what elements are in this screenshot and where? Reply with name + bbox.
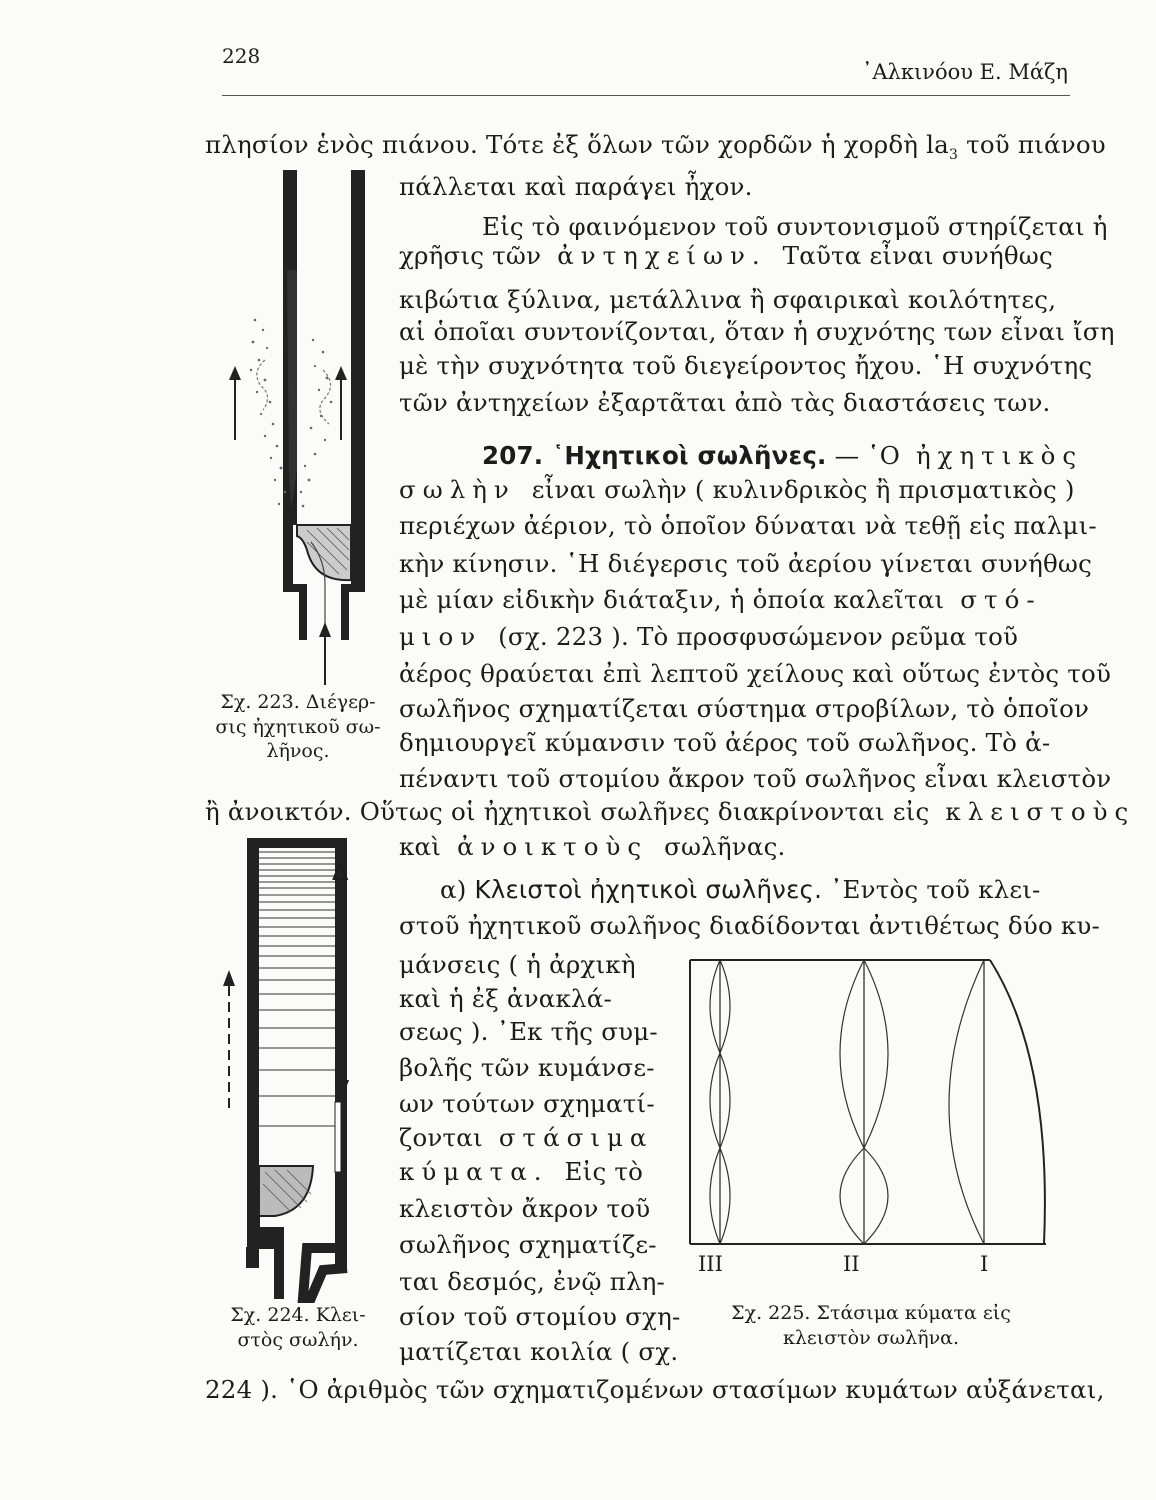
- text-line: σεως ). ᾿Εκ τῆς συμ-: [399, 1017, 658, 1046]
- text-line: σωλῆνος σχηματίζεται σύστημα στροβίλων, τὸ ὁποῖον: [399, 694, 1090, 723]
- figure-225-label-i: I: [980, 1252, 989, 1276]
- figure-224-label-delta: Δ: [332, 858, 349, 886]
- text-line: μιον (σχ. 223 ). Τὸ προσφυσώμενον ρεῦμα τοῦ: [399, 622, 1019, 651]
- figure-225-caption: Σχ. 225. Στάσιμα κύματα εἰς κλειστὸν σωλῆνα.: [731, 1302, 1011, 1349]
- text-line: μάνσεις ( ἡ ἀρχικὴ: [399, 950, 636, 979]
- text-line: μὲ μίαν εἰδικὴν διάταξιν, ἡ ὁποία καλεῖται στό-: [399, 585, 1042, 614]
- text-line: σωλῆνος σχηματίζε-: [399, 1230, 657, 1259]
- figure-223-pipe-excitation: [215, 170, 385, 690]
- text-line: Εἰς τὸ φαινόμενον τοῦ συντονισμοῦ στηρίζεται ἡ: [482, 212, 1108, 241]
- text-line: σίον τοῦ στομίου σχη-: [399, 1302, 681, 1331]
- text-line: σωλὴν εἶναι σωλὴν ( κυλινδρικὸς ἢ πρισματικὸς ): [399, 475, 1075, 504]
- text-line: τῶν ἀντηχείων ἐξαρτᾶται ἀπὸ τὰς διαστάσεις των.: [399, 388, 1051, 417]
- text-line: α) Κλειστοὶ ἠχητικοὶ σωλῆνες. ᾿Εντὸς τοῦ κλει-: [440, 875, 1041, 904]
- section-heading-line: 207. ῾Ηχητικοὶ σωλῆνες. — ῾Ο ἠχητικὸς: [482, 441, 1084, 470]
- text-line: πέναντι τοῦ στομίου ἄκρον τοῦ σωλῆνος εἶναι κλειστὸν: [399, 764, 1112, 793]
- text-line: ἀέρος θραύεται ἐπὶ λεπτοῦ χείλους καὶ οὕτως ἐντὸς τοῦ: [399, 659, 1112, 688]
- text-line: καὶ ἡ ἐξ ἀνακλά-: [399, 984, 612, 1013]
- text-line: κλειστὸν ἄκρον τοῦ: [399, 1194, 651, 1223]
- text-line: κιβώτια ξύλινα, μετάλλινα ἢ σφαιρικαὶ κοιλότητες,: [399, 285, 1057, 314]
- text-line: ται δεσμός, ἐνῷ πλη-: [399, 1267, 666, 1296]
- figure-225-label-iii: III: [698, 1252, 723, 1276]
- running-title: ᾿Αλκινόου Ε. Μάζη: [861, 60, 1068, 84]
- text-line: δημιουργεῖ κύμανσιν τοῦ ἀέρος τοῦ σωλῆνος. Τὸ ἀ-: [399, 728, 1051, 757]
- text-line: κύματα. Εἰς τὸ: [399, 1157, 644, 1186]
- text-line: μὲ τὴν συχνότητα τοῦ διεγείροντος ἤχου. ῾Η συχνότης: [399, 351, 1093, 380]
- text-line: καὶ ἀνοικτοὺς σωλῆνας.: [399, 832, 786, 861]
- text-line: πλησίον ἑνὸς πιάνου. Τότε ἐξ ὅλων τῶν χορδῶν ἡ χορδὴ $la_3$ τοῦ πιάνου: [205, 130, 1106, 163]
- figure-225-label-ii: II: [843, 1252, 860, 1276]
- figure-223-caption: Σχ. 223. Διέγερ- σις ἠχητικοῦ σω- λῆνος.: [215, 691, 381, 763]
- text-line: χρῆσις τῶν ἀντηχείων. Ταῦτα εἶναι συνήθως: [399, 241, 1053, 270]
- text-line: ζονται στάσιμα: [399, 1123, 654, 1152]
- header-rule: [222, 95, 1070, 96]
- page-number: 228: [222, 44, 261, 68]
- text-line: πάλλεται καὶ παράγει ἦχον.: [399, 172, 753, 201]
- text-line: αἱ ὁποῖαι συντονίζονται, ὅταν ἡ συχνότης των εἶναι ἴση: [399, 317, 1115, 346]
- figure-225-standing-waves: [686, 958, 1052, 1263]
- text-line: βολῆς τῶν κυμάνσε-: [399, 1053, 655, 1082]
- section-heading: 207. ῾Ηχητικοὶ σωλῆνες.: [482, 441, 827, 470]
- text-line: κὴν κίνησιν. ῾Η διέγερσις τοῦ ἀερίου γίνεται συνήθως: [399, 549, 1093, 578]
- text-line: 224 ). ῾Ο ἀριθμὸς τῶν σχηματιζομένων στασίμων κυμάτων αὐξάνεται,: [205, 1375, 1105, 1404]
- figure-224-caption: Σχ. 224. Κλει- στὸς σωλήν.: [230, 1304, 366, 1351]
- text-line: περιέχων ἀέριον, τὸ ὁποῖον δύναται νὰ τεθῇ εἰς παλμι-: [399, 511, 1097, 540]
- text-line: ματίζεται κοιλία ( σχ.: [399, 1337, 679, 1366]
- text-line: στοῦ ἠχητικοῦ σωλῆνος διαδίδονται ἀντιθέτως δύο κυ-: [399, 911, 1100, 940]
- text-line: ἢ ἀνοικτόν. Οὕτως οἱ ἠχητικοὶ σωλῆνες διακρίνονται εἰς κλειστοὺς: [205, 797, 1136, 826]
- text-line: ων τούτων σχηματί-: [399, 1089, 655, 1118]
- figure-224-closed-pipe: [215, 838, 365, 1318]
